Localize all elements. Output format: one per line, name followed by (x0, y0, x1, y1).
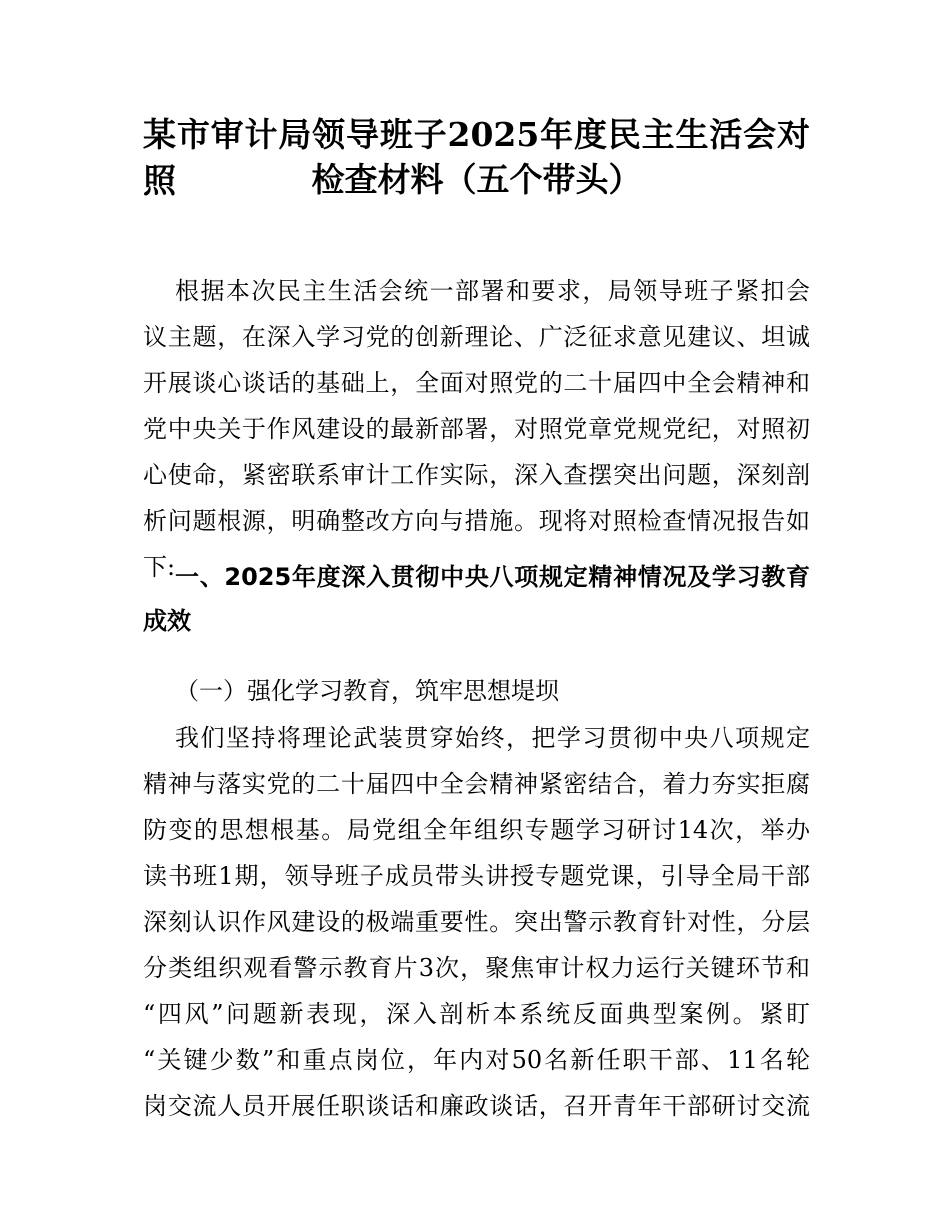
text-line: 我们坚持将理论武装贯穿始终，把学习贯彻中央八项规定 (175, 724, 810, 752)
text-line: 深刻认识作风建设的极端重要性。突出警示教育针对性，分层 (143, 908, 810, 936)
text-line: 析问题根源，明确整改方向与措施。现将对照检查情况报告如 (143, 507, 810, 535)
text-line: 岗交流人员开展任职谈话和廉政谈话，召开青年干部研讨交流 (143, 1092, 810, 1120)
text-line: 开展谈心谈话的基础上，全面对照党的二十届四中全会精神和 (143, 369, 810, 397)
document-title-line-2: 检查材料（五个带头） (311, 160, 642, 199)
heading-line: 一、2025年度深入贯彻中央八项规定精神情况及学习教育 (175, 563, 810, 591)
text-line: 防变的思想根基。局党组全年组织专题学习研讨14次，举办 (143, 816, 810, 844)
text-line: 精神与落实党的二十届四中全会精神紧密结合，着力夯实拒腐 (143, 770, 810, 798)
text-line: 心使命，紧密联系审计工作实际，深入查摆突出问题，深刻剖 (143, 461, 810, 489)
text-line: “四风”问题新表现，深入剖析本系统反面典型案例。紧盯 (143, 1000, 810, 1028)
text-line: 根据本次民主生活会统一部署和要求，局领导班子紧扣会 (175, 277, 810, 305)
document-title-line-1: 某市审计局领导班子2025年度民主生活会对照 (143, 115, 810, 200)
subsection-heading-1: （一）强化学习教育，筑牢思想堤坝 (175, 677, 559, 705)
text-line: “关键少数”和重点岗位，年内对50名新任职干部、11名轮 (143, 1046, 810, 1074)
text-line: 下: (143, 553, 176, 581)
text-line: 读书班1期，领导班子成员带头讲授专题党课，引导全局干部 (143, 862, 810, 890)
text-line: 分类组织观看警示教育片3次，聚焦审计权力运行关键环节和 (143, 954, 810, 982)
text-line: 议主题，在深入学习党的创新理论、广泛征求意见建议、坦诚 (143, 323, 810, 351)
text-line: 党中央关于作风建设的最新部署，对照党章党规党纪，对照初 (143, 415, 810, 443)
heading-line: 成效 (143, 607, 191, 635)
